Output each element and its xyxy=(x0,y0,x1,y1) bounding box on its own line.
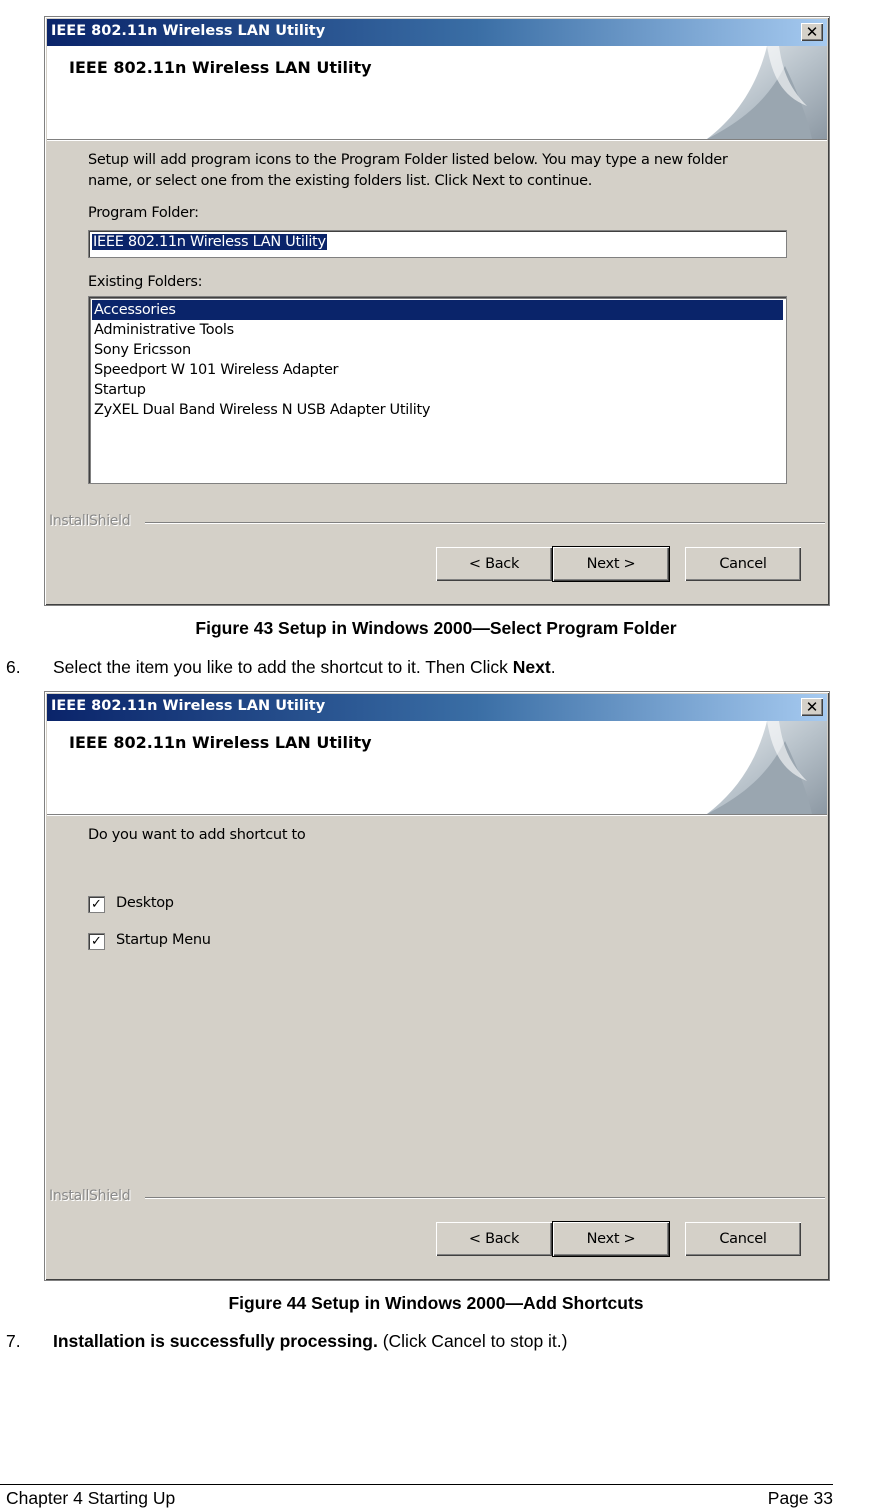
list-item[interactable]: ZyXEL Dual Band Wireless N USB Adapter Utility xyxy=(94,402,431,418)
step-text-bold: Installation is successfully processing. xyxy=(53,1331,378,1351)
wizard-banner xyxy=(47,46,827,140)
close-icon: ✕ xyxy=(805,698,819,716)
step-text-main: (Click Cancel to stop it.) xyxy=(377,1331,568,1351)
cancel-button[interactable]: Cancel xyxy=(685,1222,801,1256)
installshield-curl-graphic-icon xyxy=(647,46,827,139)
step-text xyxy=(53,1331,567,1352)
back-button[interactable]: < Back xyxy=(436,547,552,581)
existing-folders-label: Existing Folders: xyxy=(88,274,203,290)
startup-menu-checkbox[interactable] xyxy=(88,933,105,950)
shortcut-question: Do you want to add shortcut to xyxy=(88,827,306,843)
next-button[interactable]: Next > xyxy=(553,1222,669,1256)
setup-dialog-program-folder xyxy=(44,16,830,606)
separator-line xyxy=(145,1197,825,1199)
footer-chapter: Chapter 4 Starting Up xyxy=(6,1488,176,1508)
existing-folders-list[interactable] xyxy=(88,296,787,484)
banner-title: IEEE 802.11n Wireless LAN Utility xyxy=(69,733,372,752)
list-item[interactable]: Sony Ericsson xyxy=(94,342,191,358)
desktop-checkbox-label[interactable]: Desktop xyxy=(116,895,174,911)
close-icon: ✕ xyxy=(805,23,819,41)
installshield-separator xyxy=(49,1188,825,1204)
page-footer xyxy=(0,1484,833,1511)
startup-menu-checkbox-label[interactable]: Startup Menu xyxy=(116,932,211,948)
step-text-bold: Next xyxy=(512,657,551,677)
program-folder-value: IEEE 802.11n Wireless LAN Utility xyxy=(93,234,326,250)
back-button[interactable]: < Back xyxy=(436,1222,552,1256)
program-folder-input[interactable] xyxy=(88,230,787,258)
footer-page-number: Page 33 xyxy=(767,1488,833,1508)
step-text-after: . xyxy=(550,657,556,677)
step-text-main: Select the item you like to add the shortcut to it. Then Click xyxy=(53,657,513,677)
checkmark-icon: ✓ xyxy=(91,934,102,949)
checkmark-icon: ✓ xyxy=(91,897,102,912)
instructions-line-1: Setup will add program icons to the Program Folder listed below. You may type a new folder xyxy=(88,152,728,168)
step-text xyxy=(53,657,556,678)
installshield-curl-graphic-icon xyxy=(647,721,827,814)
program-folder-label: Program Folder: xyxy=(88,205,199,221)
list-item[interactable]: Speedport W 101 Wireless Adapter xyxy=(94,362,339,378)
separator-line xyxy=(145,522,825,524)
close-button[interactable] xyxy=(801,698,823,716)
installshield-label: InstallShield xyxy=(49,1188,136,1204)
figure-43-caption: Figure 43 Setup in Windows 2000—Select Program Folder xyxy=(195,618,677,638)
wizard-banner xyxy=(47,721,827,815)
desktop-checkbox[interactable] xyxy=(88,896,105,913)
close-button[interactable] xyxy=(801,23,823,41)
title-bar[interactable] xyxy=(47,694,827,721)
list-item[interactable]: Administrative Tools xyxy=(94,322,234,338)
setup-dialog-add-shortcuts xyxy=(44,691,830,1281)
list-item[interactable]: Accessories xyxy=(92,300,783,320)
banner-title: IEEE 802.11n Wireless LAN Utility xyxy=(69,58,372,77)
figure-44-caption: Figure 44 Setup in Windows 2000—Add Shortcuts xyxy=(228,1293,644,1313)
next-button[interactable]: Next > xyxy=(553,547,669,581)
list-item[interactable]: Startup xyxy=(94,382,146,398)
instructions-line-2: name, or select one from the existing folders list. Click Next to continue. xyxy=(88,173,593,189)
step-number: 6. xyxy=(6,657,21,677)
cancel-button[interactable]: Cancel xyxy=(685,547,801,581)
window-title: IEEE 802.11n Wireless LAN Utility xyxy=(51,23,326,39)
window-title: IEEE 802.11n Wireless LAN Utility xyxy=(51,698,326,714)
step-number: 7. xyxy=(6,1331,21,1351)
installshield-separator xyxy=(49,513,825,529)
title-bar[interactable] xyxy=(47,19,827,46)
installshield-label: InstallShield xyxy=(49,513,136,529)
